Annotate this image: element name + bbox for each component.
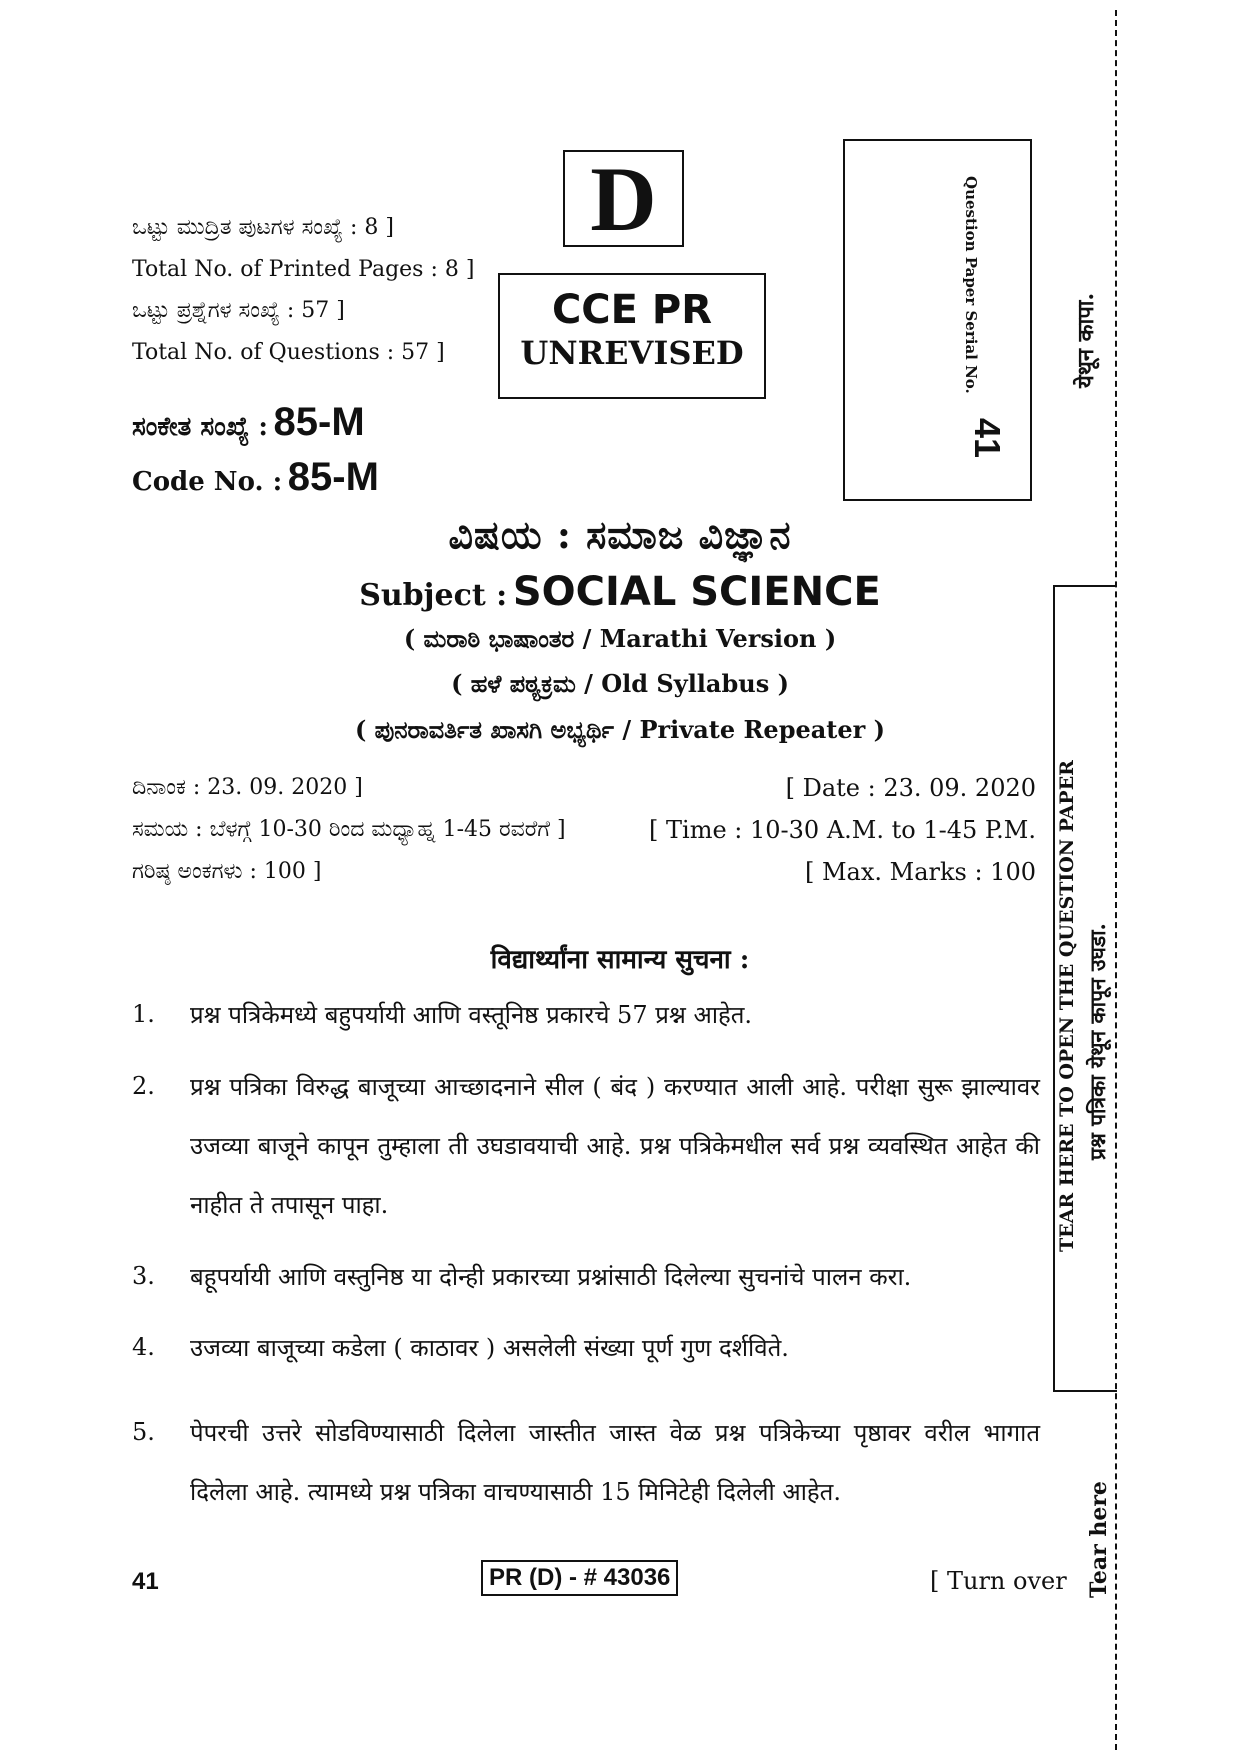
exam-type-line1: CCE PR bbox=[551, 287, 713, 333]
code-kannada-label: ಸಂಕೇತ ಸಂಖ್ಯೆ : bbox=[132, 412, 268, 442]
subject-kannada: ವಿಷಯ : ಸಮಾಜ ವಿಜ್ಞಾನ bbox=[448, 512, 792, 557]
exam-type-line2: UNREVISED bbox=[520, 334, 744, 372]
instruction-text: प्रश्न पत्रिकेमध्ये बहुपर्यायी आणि वस्तूनिष्ठ प्रकारचे 57 प्रश्न आहेत. bbox=[190, 1001, 753, 1029]
code-number-english bbox=[132, 455, 379, 500]
time-english: [ Time : 10-30 A.M. to 1-45 P.M. bbox=[649, 816, 1036, 844]
version-letter-box: D bbox=[563, 150, 684, 247]
instruction-number: 1. bbox=[132, 1000, 155, 1028]
page-number: 41 bbox=[132, 1568, 159, 1595]
tear-here-label: Tear here bbox=[1086, 1481, 1112, 1598]
time-kannada: ಸಮಯ : ಬೆಳಗ್ಗೆ 10-30 ರಿಂದ ಮಧ್ಯಾಹ್ನ 1-45 ರವರೆಗೆ ] bbox=[132, 817, 566, 842]
code-number-kannada bbox=[132, 400, 365, 445]
candidate-line: ( ಪುನರಾವರ್ತಿತ ಖಾಸಗಿ ಅಭ್ಯರ್ಥಿ / Private Repeater ) bbox=[354, 715, 886, 744]
instruction-text: पेपरची उत्तरे सोडविण्यासाठी दिलेला जास्तीत जास्त वेळ प्रश्न पत्रिकेच्या पृष्ठावर वरील भागात दिलेला आहे. त्यामध्ये प्रश्न पत्रिका वाचण्यासाठी 15 मिनिटेही दिलेली आहेत. bbox=[190, 1419, 1040, 1506]
instruction-text: उजव्या बाजूच्या कडेला ( काठावर ) असलेली संख्या पूर्ण गुण दर्शविते. bbox=[190, 1334, 789, 1362]
total-questions-english: Total No. of Questions : 57 ] bbox=[132, 340, 445, 365]
subject-english bbox=[0, 566, 1240, 626]
instruction-text: बहूपर्यायी आणि वस्तुनिष्ठ या दोन्ही प्रकारच्या प्रश्नांसाठी दिलेल्या सुचनांचे पालन करा. bbox=[190, 1263, 912, 1291]
marks-english: [ Max. Marks : 100 bbox=[804, 858, 1036, 886]
printed-pages-english: Total No. of Printed Pages : 8 ] bbox=[132, 257, 475, 282]
instruction-number: 3. bbox=[132, 1262, 155, 1290]
syllabus-line: ( ಹಳೆ ಪಠ್ಯಕ್ರಮ / Old Syllabus ) bbox=[451, 669, 789, 698]
paper-code-box: PR (D) - # 43036 bbox=[481, 1560, 678, 1596]
date-kannada: ದಿನಾಂಕ : 23. 09. 2020 ] bbox=[132, 775, 363, 800]
serial-label: Question Paper Serial No. bbox=[962, 176, 980, 394]
subject-name: SOCIAL SCIENCE bbox=[512, 569, 881, 615]
instruction-number: 4. bbox=[132, 1333, 155, 1361]
instruction-number: 2. bbox=[132, 1072, 155, 1100]
turn-over-label: [ Turn over bbox=[930, 1567, 1067, 1595]
code-english-value: 85-M bbox=[287, 455, 379, 499]
tear-instruction-english: TEAR HERE TO OPEN THE QUESTION PAPER bbox=[1056, 760, 1078, 1252]
printed-pages-kannada: ಒಟ್ಟು ಮುದ್ರಿತ ಪುಟಗಳ ಸಂಖ್ಯೆ : 8 ] bbox=[132, 215, 394, 240]
instructions-title: विद्यार्थ्यांना सामान्य सुचना : bbox=[490, 945, 750, 975]
code-kannada-value: 85-M bbox=[273, 400, 365, 444]
instruction-number: 5. bbox=[132, 1418, 155, 1446]
total-questions-kannada: ಒಟ್ಟು ಪ್ರಶ್ನೆಗಳ ಸಂಖ್ಯೆ : 57 ] bbox=[132, 298, 345, 323]
code-english-label: Code No. : bbox=[132, 467, 283, 497]
date-english: [ Date : 23. 09. 2020 bbox=[785, 774, 1036, 802]
cut-here-top: येथून कापा. bbox=[1073, 292, 1099, 388]
instruction-text: प्रश्न पत्रिका विरुद्ध बाजूच्या आच्छादनाने सील ( बंद ) करण्यात आली आहे. परीक्षा सुरू झाल्यावर उजव्या बाजूने कापून तुम्हाला ती उघडावयाची आहे. प्रश्न पत्रिकेमधील सर्व प्रश्न व्यवस्थित आहेत की नाहीत ते तपासून पाहा. bbox=[190, 1073, 1040, 1219]
exam-type-box bbox=[498, 273, 766, 399]
subject-label: Subject : bbox=[359, 578, 508, 613]
marks-kannada: ಗರಿಷ್ಠ ಅಂಕಗಳು : 100 ] bbox=[132, 859, 322, 884]
serial-number: 41 bbox=[967, 418, 1008, 459]
version-line: ( ಮರಾಠಿ ಭಾಷಾಂತರ / Marathi Version ) bbox=[403, 624, 837, 653]
tear-instruction-marathi: प्रश्न पत्रिका येथून कापून उघडा. bbox=[1085, 923, 1110, 1160]
